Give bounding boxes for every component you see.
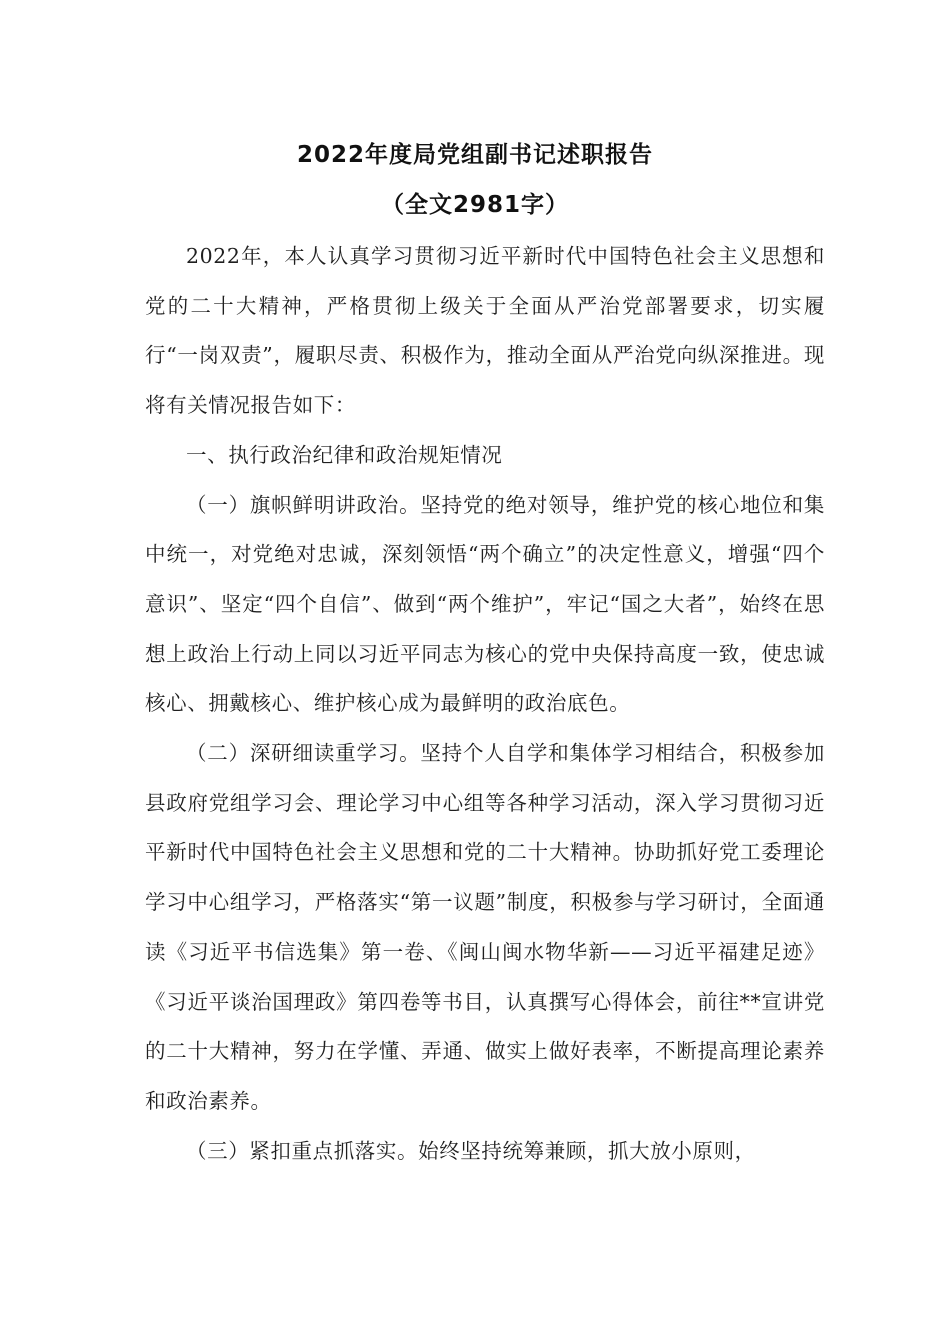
document-title: 2022年度局党组副书记述职报告 bbox=[296, 142, 653, 168]
paragraph-item-2: （二）深研细读重学习。坚持个人自学和集体学习相结合，积极参加县政府党组学习会、理论学习中心组等各种学习活动，深入学习贯彻习近平新时代中国特色社会主义思想和党的二十大精神。协助抓好党工委理论学习中心组学习，严格落实“第一议题”制度，积极参与学习研讨，全面通读《习近平书信选集》第一卷、《闽山闽水物华新——习近平福建足迹》《习近平谈治国理政》第四卷等书目，认真撰写心得体会，前往**宣讲党的二十大精神，努力在学懂、弄通、做实上做好表率，不断提高理论素养和政治素养。 bbox=[145, 741, 825, 1113]
document-subtitle: （全文2981字） bbox=[380, 192, 569, 218]
section-heading-1: 一、执行政治纪律和政治规矩情况 bbox=[186, 442, 503, 467]
document-body bbox=[145, 232, 825, 1176]
paragraph-intro: 2022年，本人认真学习贯彻习近平新时代中国特色社会主义思想和党的二十大精神，严格贯彻上级关于全面从严治党部署要求，切实履行“一岗双责”，履职尽责、积极作为，推动全面从严治党向纵深推进。现将有关情况报告如下： bbox=[145, 244, 825, 418]
paragraph-item-1: （一）旗帜鲜明讲政治。坚持党的绝对领导，维护党的核心地位和集中统一，对党绝对忠诚，深刻领悟“两个确立”的决定性意义，增强“四个意识”、坚定“四个自信”、做到“两个维护”，牢记“国之大者”，始终在思想上政治上行动上同以习近平同志为核心的党中央保持高度一致，使忠诚核心、拥戴核心、维护核心成为最鲜明的政治底色。 bbox=[145, 492, 825, 716]
paragraph-item-3: （三）紧扣重点抓落实。始终坚持统筹兼顾，抓大放小原则， bbox=[186, 1138, 756, 1163]
